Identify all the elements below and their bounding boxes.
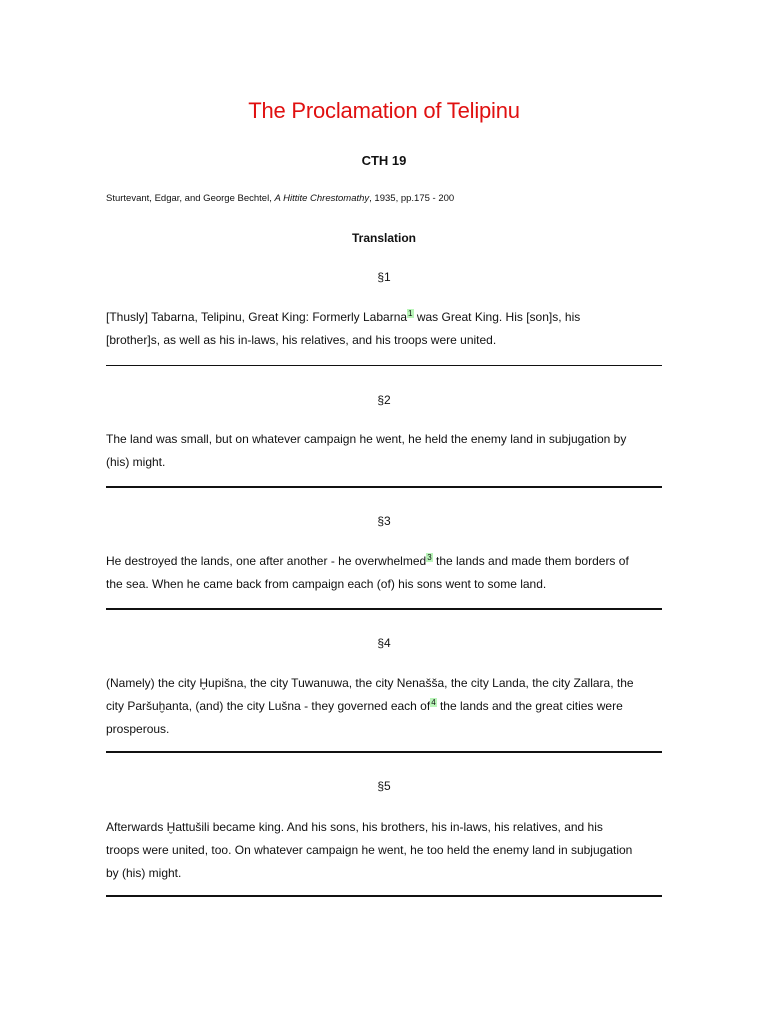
section-divider [106,486,662,488]
text-line: by (his) might. [106,866,182,880]
text-line: (Namely) the city Ḫupišna, the city Tuwanuwa, the city Nenašša, the city Landa, the city Zallara, the [106,676,634,690]
text-line: the sea. When he came back from campaign each (of) his sons went to some land. [106,577,547,591]
section-divider [106,895,662,897]
citation-authors: Sturtevant, Edgar, and George Bechtel, [106,193,272,204]
footnote-link[interactable]: 1 [408,309,413,318]
section-text [106,550,666,596]
text-line [106,550,666,573]
footnote-link[interactable]: 4 [431,698,436,707]
text-line: [brother]s, as well as his in-laws, his relatives, and his troops were united. [106,333,497,347]
text-line [106,306,666,329]
section-text [106,428,666,474]
text-line: (his) might. [106,455,166,469]
section-number: §5 [377,779,391,793]
text-segment: He destroyed the lands, one after another - he overwhelmed [106,554,427,568]
text-line: prosperous. [106,722,170,736]
section-number: §3 [377,514,391,528]
text-line: The land was small, but on whatever campaign he went, he held the enemy land in subjugation by [106,432,627,446]
section-divider [106,365,662,366]
text-segment: the lands and the great cities were [436,699,623,713]
text-segment: the lands and made them borders of [432,554,629,568]
translation-heading: Translation [351,231,416,245]
document-title: The Proclamation of Telipinu [248,98,520,123]
section-text [106,816,666,885]
text-segment: city Paršuḫanta, (and) the city Lušna - they governed each of [106,699,431,713]
text-line [106,695,666,718]
section-number: §1 [377,270,391,284]
section-text [106,306,666,352]
section-divider [106,608,662,610]
citation [106,193,454,204]
text-segment: [Thusly] Tabarna, Telipinu, Great King: Formerly Labarna [106,310,408,324]
cth-number: CTH 19 [361,153,407,168]
footnote-link[interactable]: 3 [427,553,432,562]
section-text [106,672,666,741]
text-line: Afterwards Ḫattušili became king. And his sons, his brothers, his in-laws, his relatives, and his [106,820,603,834]
section-divider [106,751,662,753]
text-line: troops were united, too. On whatever campaign he went, he too held the enemy land in subjugation [106,843,633,857]
citation-book-title: A Hittite Chrestomathy [274,193,370,204]
citation-details: , 1935, pp.175 - 200 [369,193,455,204]
section-number: §2 [377,393,391,407]
section-number: §4 [377,636,391,650]
text-segment: was Great King. His [son]s, his [413,310,581,324]
